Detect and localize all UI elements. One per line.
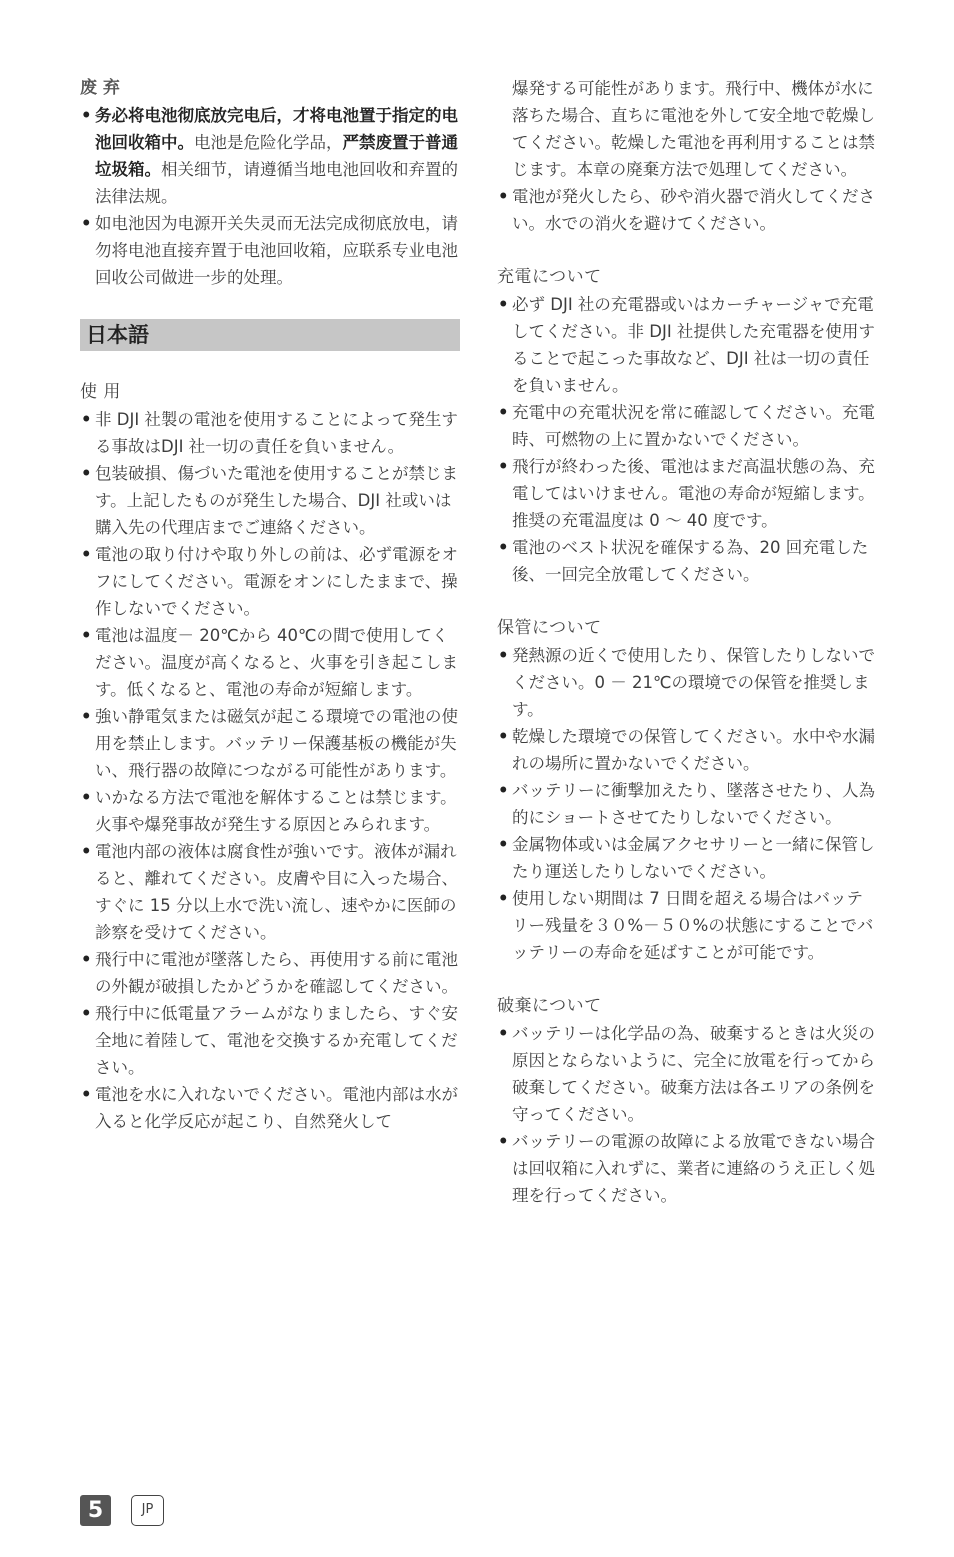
list-item: • 電池を水に入れないでください。電池内部は水が入ると化学反応が起こり、自然発火して	[80, 1081, 460, 1135]
left-column	[80, 75, 460, 1135]
list-item: • 強い静電気または磁気が起こる環境での電池の使用を禁止します。バッテリー保護基板の機能が失い、飛行器の故障につながる可能性があります。	[80, 703, 460, 784]
list-item: • 包装破損、傷づいた電池を使用することが禁じます。上記したものが発生した場合、DJI 社或いは購入先の代理店までご連絡ください。	[80, 460, 460, 541]
language-badge: JP	[131, 1495, 164, 1526]
ja-charging-list	[497, 291, 875, 588]
ja-disposal-heading: 破棄について	[497, 996, 602, 1016]
ja-storage-heading: 保管について	[497, 618, 602, 638]
ja-storage-list	[497, 642, 875, 966]
list-item: • 電池内部の液体は腐食性が強いです。液体が漏れると、離れてください。皮膚や目に入った場合、すぐに 15 分以上水で洗い流し、速やかに医師の診察を受けてください。	[80, 838, 460, 946]
ja-use-list	[80, 406, 460, 1135]
list-item: • 発熱源の近くで使用したり、保管したりしないでください。0 － 21℃の環境での保管を推奨します。	[497, 642, 875, 723]
list-item: • 電池の取り付けや取り外しの前は、必ず電源をオフにしてください。電源をオンにしたままで、操作しないでください。	[80, 541, 460, 622]
right-column	[497, 75, 875, 1209]
list-item: • 非 DJI 社製の電池を使用することによって発生する事故はDJI 社一切の責任を負いません。	[80, 406, 460, 460]
list-item: • 飛行が終わった後、電池はまだ高温状態の為、充電してはいけません。電池の寿命が短縮します。推奨の充電温度は 0 ～ 40 度です。	[497, 453, 875, 534]
list-item: • 使用しない期間は 7 日間を超える場合はバッテリー残量を３０%－５０%の状態にすることでバッテリーの寿命を延ばすことが可能です。	[497, 885, 875, 966]
ja-disposal-list	[497, 1020, 875, 1209]
list-item: • 必ず DJI 社の充電器或いはカーチャージャで充電してください。非 DJI 社提供した充電器を使用することで起こった事故など、DJI 社は一切の責任を負いません。	[497, 291, 875, 399]
list-item: • 電池のベスト状況を確保する為、20 回充電した後、一回完全放電してください。	[497, 534, 875, 588]
list-item: • 乾燥した環境での保管してください。水中や水漏れの場所に置かないでください。	[497, 723, 875, 777]
zh-disposal-heading: 废 弃	[80, 78, 120, 98]
list-item: • 飛行中に電池が墜落したら、再使用する前に電池の外観が破損したかどうかを確認してください。	[80, 946, 460, 1000]
list-item: • 金属物体或いは金属アクセサリーと一緒に保管したり運送したりしないでください。	[497, 831, 875, 885]
ja-section-title: 日本語	[80, 319, 460, 351]
zh-disposal-list	[80, 102, 460, 291]
page-number: 5	[80, 1495, 111, 1526]
list-item: • 電池が発火したら、砂や消火器で消火してください。水での消火を避けてください。	[497, 183, 875, 237]
list-item: • バッテリーに衝撃加えたり、墜落させたり、人為的にショートさせてたりしないでください。	[497, 777, 875, 831]
list-item: • 電池は温度－ 20℃から 40℃の間で使用してください。温度が高くなると、火事を引き起こします。低くなると、電池の寿命が短縮します。	[80, 622, 460, 703]
ja-use-heading: 使 用	[80, 382, 121, 402]
list-item: • 务必将电池彻底放完电后，才将电池置于指定的电池回收箱中。电池是危险化学品，严禁废置于普通垃圾箱。相关细节，请遵循当地电池回收和弃置的法律法规。	[80, 102, 460, 210]
list-item: • 充電中の充電状況を常に確認してください。充電時、可燃物の上に置かないでください。	[497, 399, 875, 453]
ja-use-list-continued	[497, 75, 875, 237]
list-item: 爆発する可能性があります。飛行中、機体が水に落ちた場合、直ちに電池を外して安全地で乾燥してください。乾燥した電池を再利用することは禁じます。本章の廃棄方法で処理してください。	[512, 79, 875, 179]
list-item: • バッテリーは化学品の為、破棄するときは火災の原因とならないように、完全に放電を行ってから破棄してください。破棄方法は各エリアの条例を守ってください。	[497, 1020, 875, 1128]
list-item: • 飛行中に低電量アラームがなりましたら、すぐ安全地に着陸して、電池を交換するか充電してください。	[80, 1000, 460, 1081]
list-item: • いかなる方法で電池を解体することは禁じます。火事や爆発事故が発生する原因とみられます。	[80, 784, 460, 838]
list-item: • 如电池因为电源开关失灵而无法完成彻底放电，请勿将电池直接弃置于电池回收箱，应联系专业电池回收公司做进一步的处理。	[80, 210, 460, 291]
list-item: • バッテリーの電源の故障による放電できない場合は回収箱に入れずに、業者に連絡のうえ正しく処理を行ってください。	[497, 1128, 875, 1209]
ja-charging-heading: 充電について	[497, 267, 602, 287]
